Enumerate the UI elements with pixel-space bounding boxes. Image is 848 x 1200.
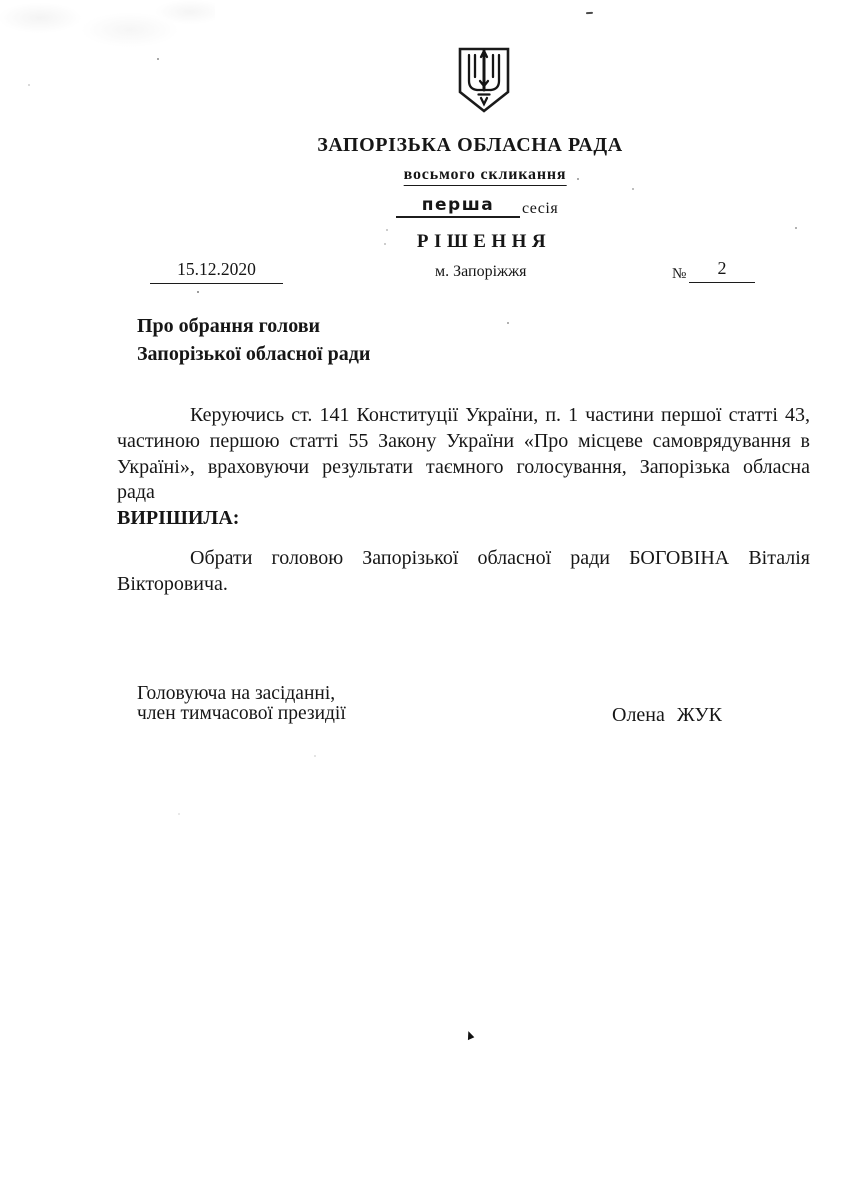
signature-role-block [137,684,346,724]
scan-artifact [507,322,509,324]
body-line: Україні», враховуючи результати таємного голосування, Запорізька обласна [117,455,810,478]
council-name: ЗАПОРІЗЬКА ОБЛАСНА РАДА [317,134,623,156]
scan-artifact [577,178,579,180]
document-number: 2 [689,258,755,283]
signature-role-line: Головуюча на засіданні, [137,683,336,704]
resolution-paragraph [117,546,810,598]
session-number-line [396,194,520,218]
document-type-title: РІШЕННЯ [416,231,552,252]
scan-artifact [0,0,215,52]
scan-artifact [386,229,388,231]
scan-artifact [586,12,593,14]
body-line: Вікторовича. [117,572,228,595]
subject-line: Запорізької обласної ради [137,342,371,365]
session-number: перша [421,195,495,215]
document-city: м. Запоріжжя [435,263,527,280]
subject-line: Про обрання голови [137,315,321,337]
ukraine-trident-shield-icon [456,46,512,114]
document-date: 15.12.2020 [150,259,283,284]
convocation-line: восьмого скликання [404,166,567,186]
scan-artifact [314,755,316,757]
number-sign: № [672,266,687,282]
decided-label: ВИРІШИЛА: [117,507,240,530]
preamble-paragraph [117,403,810,532]
scan-artifact [795,227,797,229]
scan-artifact [157,58,159,60]
body-line: частиною першою статті 55 Закону України «Про місцеве самоврядування в [117,429,810,452]
scan-artifact [384,243,386,245]
body-line: рада [117,481,155,504]
document-subject [137,313,370,368]
scan-artifact [28,84,30,86]
body-line: Обрати головою Запорізької обласної ради БОГОВІНА Віталія [190,547,810,569]
scan-artifact [632,188,634,190]
scan-artifact [465,1030,475,1040]
session-word: сесія [522,200,559,217]
signature-role-line: член тимчасової президії [137,703,346,724]
signatory-name: Олена ЖУК [612,704,723,726]
scan-artifact [178,813,180,815]
scan-artifact [197,291,199,293]
body-line: Керуючись ст. 141 Конституції України, п. 1 частини першої статті 43, [190,404,810,426]
